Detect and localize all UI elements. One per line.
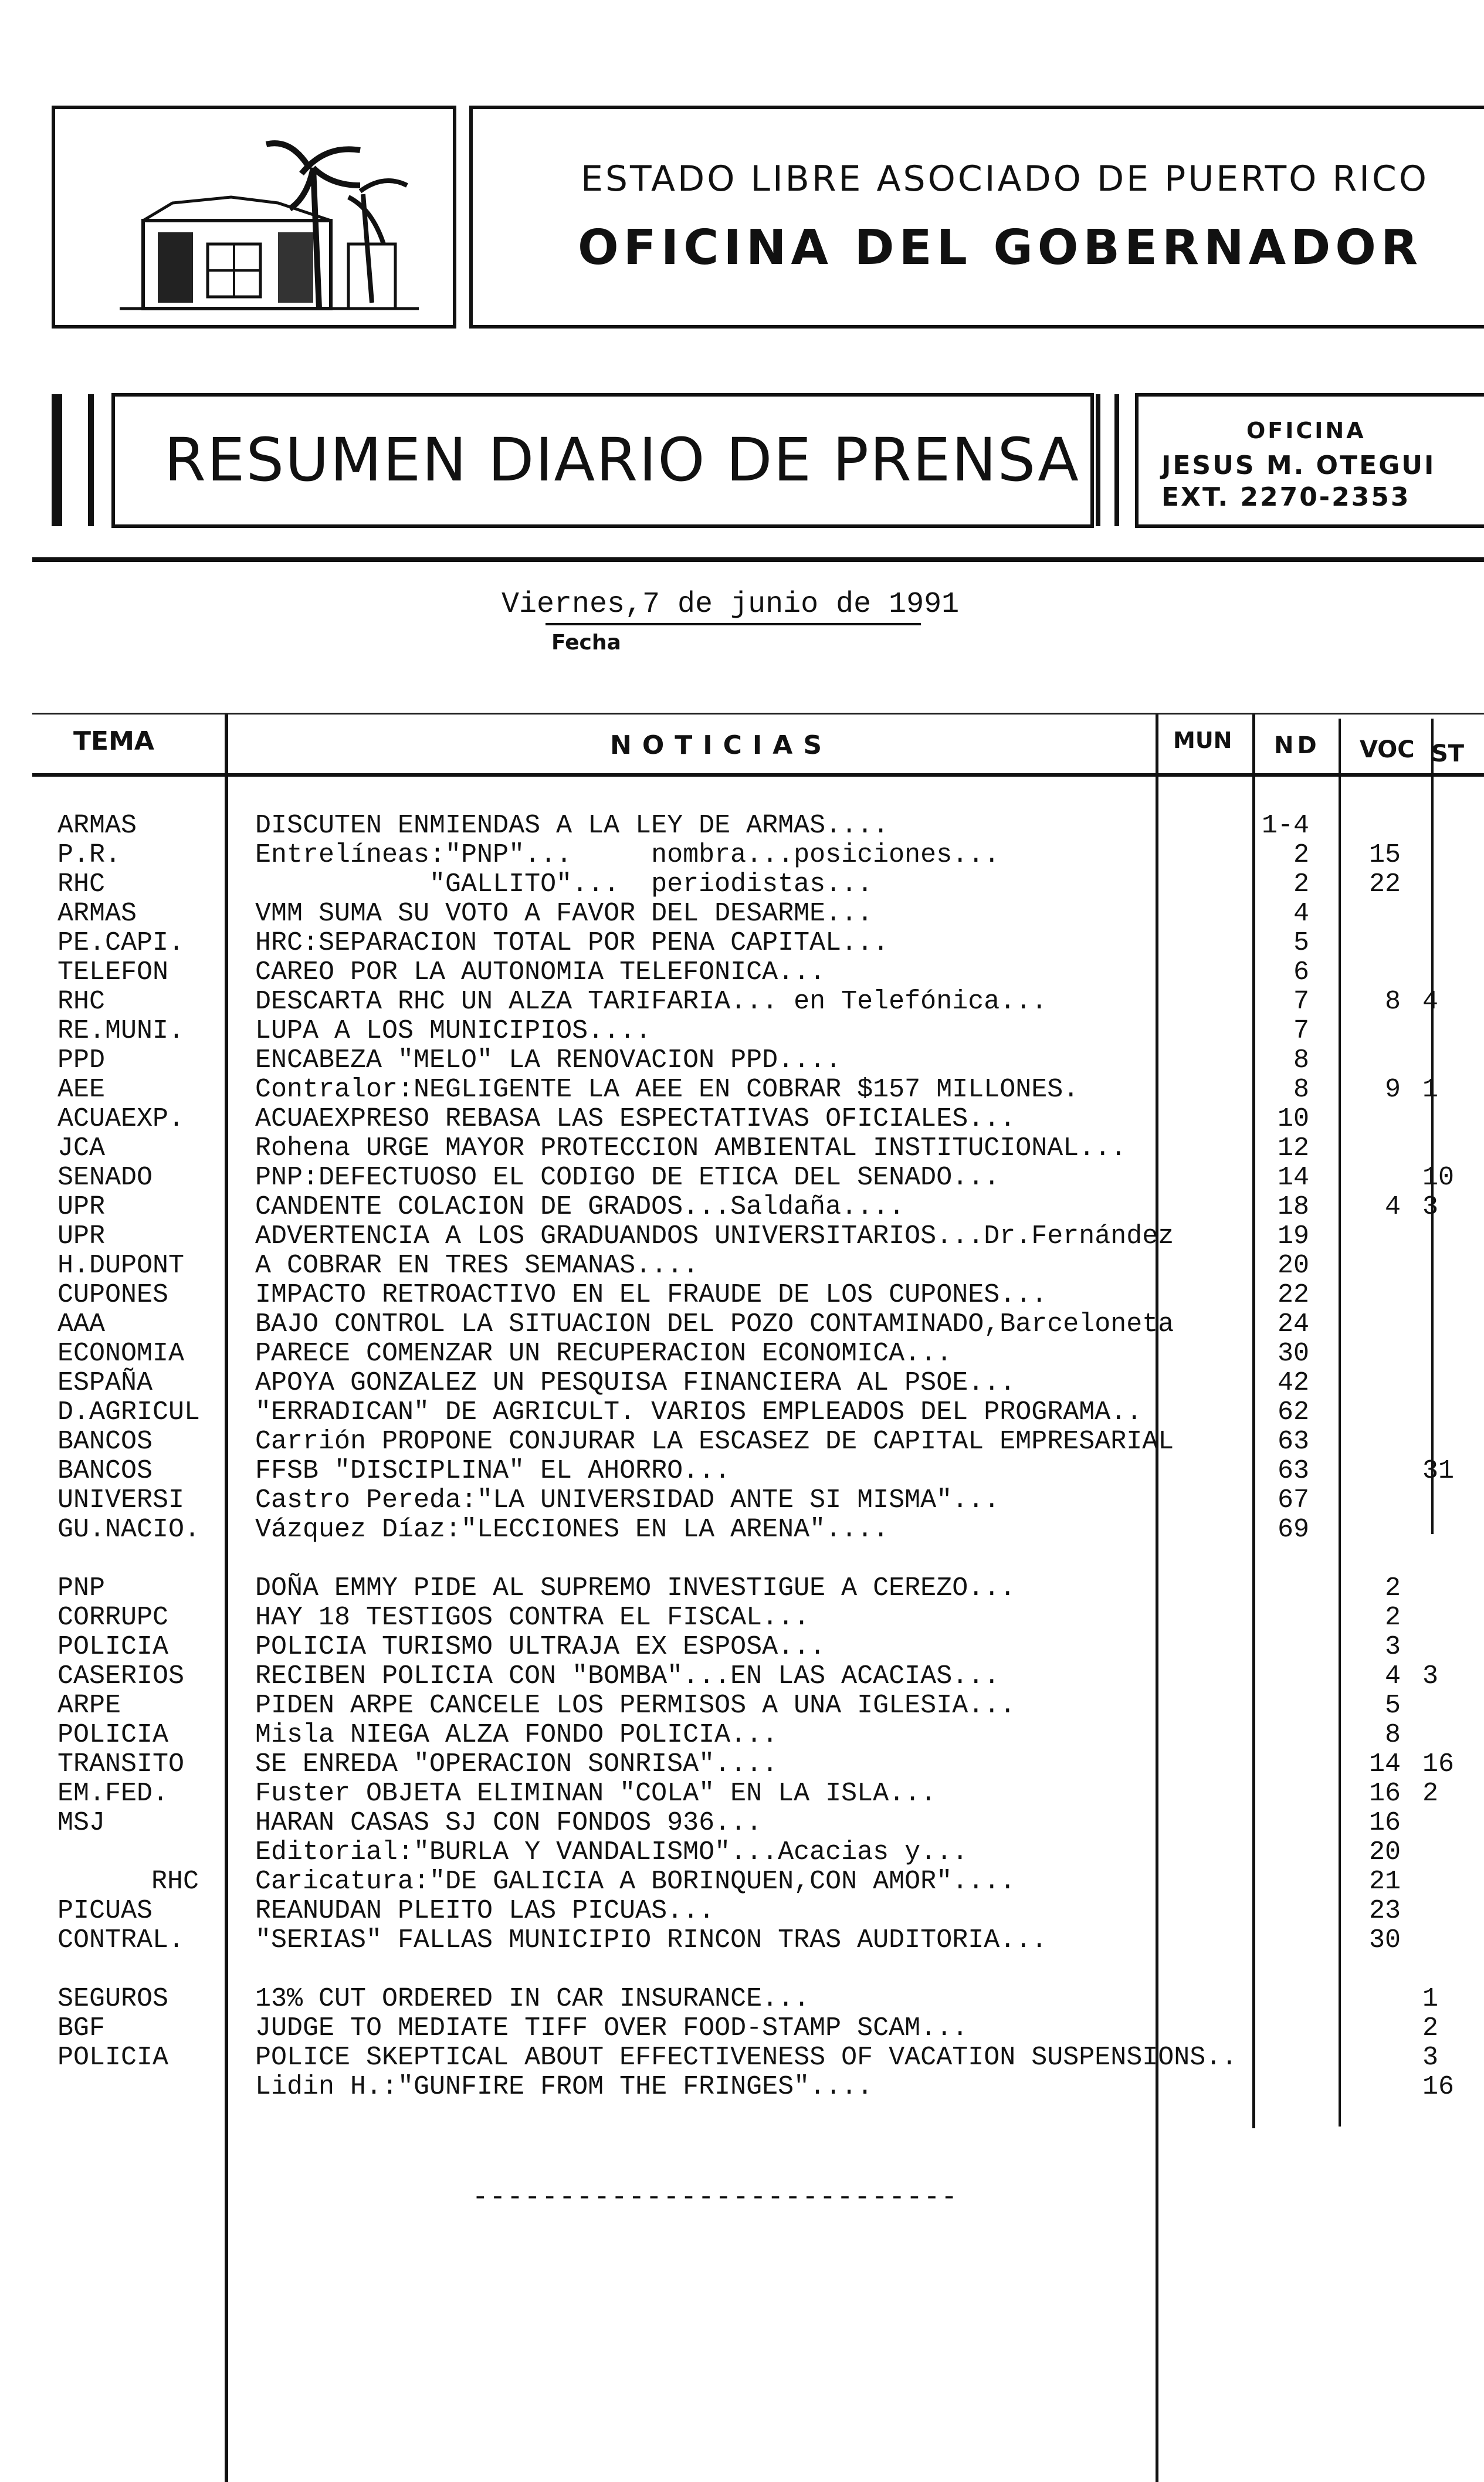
row-topic: AAA — [57, 1309, 106, 1339]
row-topic: TELEFON — [57, 957, 169, 987]
row-topic: D.AGRICUL — [57, 1397, 201, 1427]
title-frame — [469, 106, 1484, 329]
row-headline: "SERIAS" FALLAS MUNICIPIO RINCON TRAS AUDITORIA... — [255, 1925, 1048, 1955]
row-voc: 8 — [1384, 1720, 1401, 1750]
row-headline: Caricatura:"DE GALICIA A BORINQUEN,CON AMOR".... — [255, 1867, 1016, 1897]
row-topic: RE.MUNI. — [57, 1016, 185, 1046]
row-topic: CUPONES — [57, 1280, 169, 1310]
banner-bar — [1096, 394, 1100, 526]
list-item — [0, 958, 1484, 987]
list-item — [0, 1339, 1484, 1369]
row-st: 4 — [1422, 987, 1439, 1017]
list-item — [0, 870, 1484, 899]
list-item — [0, 899, 1484, 929]
list-item — [0, 1926, 1484, 1955]
list-item — [0, 1897, 1484, 1926]
date-underline — [546, 623, 921, 625]
office-person: JESUS M. OTEGUI — [1161, 451, 1436, 480]
row-headline: CANDENTE COLACION DE GRADOS...Saldaña.... — [255, 1192, 905, 1222]
office-ext: EXT. 2270-2353 — [1161, 482, 1411, 512]
row-topic: PPD — [57, 1045, 106, 1075]
list-item — [0, 1750, 1484, 1779]
fortaleza-logo — [55, 109, 453, 325]
table-top-rule — [32, 713, 1484, 715]
row-topic: GU.NACIO. — [57, 1515, 201, 1545]
row-headline: Rohena URGE MAYOR PROTECCION AMBIENTAL INSTITUCIONAL... — [255, 1133, 1127, 1163]
list-item — [0, 1633, 1484, 1662]
row-voc: 2 — [1384, 1603, 1401, 1633]
list-item — [0, 1721, 1484, 1750]
list-item — [0, 1691, 1484, 1721]
row-topic: ESPAÑA — [57, 1368, 153, 1398]
row-nd: 1-4 — [1261, 811, 1309, 841]
row-headline: CAREO POR LA AUTONOMIA TELEFONICA... — [255, 957, 826, 987]
date-value: Viernes,7 de junio de 1991 — [502, 588, 960, 621]
row-voc: 23 — [1368, 1896, 1401, 1926]
row-topic: MSJ — [57, 1808, 106, 1838]
list-item — [0, 841, 1484, 870]
row-topic: AEE — [57, 1075, 106, 1105]
list-item — [0, 1075, 1484, 1105]
row-topic: ARMAS — [57, 811, 137, 841]
logo-frame — [52, 106, 456, 329]
row-headline: DOÑA EMMY PIDE AL SUPREMO INVESTIGUE A CEREZO... — [255, 1573, 1016, 1603]
row-nd: 30 — [1277, 1339, 1309, 1369]
end-rule: ---------------------------- — [472, 2182, 958, 2213]
row-headline: APOYA GONZALEZ UN PESQUISA FINANCIERA AL PSOE... — [255, 1368, 1016, 1398]
list-item — [0, 1809, 1484, 1838]
row-topic: RHC — [57, 987, 106, 1017]
row-topic: RHC — [151, 1867, 199, 1897]
list-item — [0, 1193, 1484, 1222]
list-item — [0, 1163, 1484, 1193]
row-nd: 2 — [1293, 840, 1309, 870]
list-item — [0, 1251, 1484, 1281]
list-item — [0, 1369, 1484, 1398]
row-headline: Misla NIEGA ALZA FONDO POLICIA... — [255, 1720, 778, 1750]
office-name: OFICINA DEL GOBERNADOR — [578, 220, 1423, 276]
row-headline: FFSB "DISCIPLINA" EL AHORRO... — [255, 1456, 731, 1486]
list-item — [0, 929, 1484, 958]
row-topic: ECONOMIA — [57, 1339, 185, 1369]
row-voc: 8 — [1384, 987, 1401, 1017]
row-st: 2 — [1422, 2013, 1439, 2043]
row-nd: 18 — [1277, 1192, 1309, 1222]
row-headline: Castro Pereda:"LA UNIVERSIDAD ANTE SI MISMA"... — [255, 1485, 1000, 1515]
row-headline: A COBRAR EN TRES SEMANAS.... — [255, 1251, 699, 1281]
row-voc: 3 — [1384, 1632, 1401, 1662]
row-topic: POLICIA — [57, 1632, 169, 1662]
row-headline: RECIBEN POLICIA CON "BOMBA"...EN LAS ACACIAS... — [255, 1661, 1000, 1691]
row-nd: 7 — [1293, 1016, 1309, 1046]
column-header-noticias: NOTICIAS — [610, 730, 833, 760]
column-header-st: ST — [1431, 740, 1465, 767]
row-topic: POLICIA — [57, 1720, 169, 1750]
list-item — [0, 987, 1484, 1017]
row-st: 16 — [1422, 1749, 1455, 1779]
row-topic: ARPE — [57, 1691, 121, 1721]
row-headline: REANUDAN PLEITO LAS PICUAS... — [255, 1896, 715, 1926]
row-topic: P.R. — [57, 840, 121, 870]
row-voc: 30 — [1368, 1925, 1401, 1955]
list-item — [0, 1281, 1484, 1310]
row-headline: ADVERTENCIA A LOS GRADUANDOS UNIVERSITARIOS...Dr.Fernández — [255, 1221, 1174, 1251]
row-headline: HAY 18 TESTIGOS CONTRA EL FISCAL... — [255, 1603, 810, 1633]
row-voc: 9 — [1384, 1075, 1401, 1105]
header-divider — [32, 557, 1484, 562]
row-nd: 62 — [1277, 1397, 1309, 1427]
row-nd: 7 — [1293, 987, 1309, 1017]
row-headline: Entrelíneas:"PNP"... nombra...posiciones... — [255, 840, 1000, 870]
row-headline: VMM SUMA SU VOTO A FAVOR DEL DESARME... — [255, 899, 873, 929]
row-st: 31 — [1422, 1456, 1455, 1486]
row-headline: PARECE COMENZAR UN RECUPERACION ECONOMICA... — [255, 1339, 953, 1369]
column-header-nd: ND — [1274, 732, 1320, 759]
row-topic: UPR — [57, 1192, 106, 1222]
row-headline: Carrión PROPONE CONJURAR LA ESCASEZ DE CAPITAL EMPRESARIAL — [255, 1427, 1174, 1457]
column-header-tema: TEMA — [73, 726, 154, 756]
row-topic: BANCOS — [57, 1427, 153, 1457]
row-topic: H.DUPONT — [57, 1251, 185, 1281]
column-header-voc: VOC — [1360, 736, 1415, 763]
row-headline: ACUAEXPRESO REBASA LAS ESPECTATIVAS OFICIALES... — [255, 1104, 1016, 1134]
list-item — [0, 2043, 1484, 2073]
row-nd: 42 — [1277, 1368, 1309, 1398]
row-headline: Editorial:"BURLA Y VANDALISMO"...Acacias y... — [255, 1837, 968, 1867]
row-topic: BGF — [57, 2013, 106, 2043]
list-item — [0, 1398, 1484, 1427]
row-headline: Contralor:NEGLIGENTE LA AEE EN COBRAR $157 MILLONES. — [255, 1075, 1079, 1105]
row-headline: JUDGE TO MEDIATE TIFF OVER FOOD-STAMP SCAM... — [255, 2013, 968, 2043]
row-headline: PNP:DEFECTUOSO EL CODIGO DE ETICA DEL SENADO... — [255, 1163, 1000, 1193]
list-item — [0, 1545, 1484, 1603]
column-header-mun: MUN — [1173, 727, 1232, 753]
row-topic: RHC — [57, 869, 106, 899]
row-topic: POLICIA — [57, 2043, 169, 2073]
list-item — [0, 1662, 1484, 1691]
row-headline: HARAN CASAS SJ CON FONDOS 936... — [255, 1808, 763, 1838]
list-item — [0, 1838, 1484, 1867]
office-label: OFICINA — [1246, 418, 1366, 443]
list-item — [0, 1515, 1484, 1545]
row-voc: 5 — [1384, 1691, 1401, 1721]
row-nd: 63 — [1277, 1427, 1309, 1457]
row-headline: POLICE SKEPTICAL ABOUT EFFECTIVENESS OF VACATION SUSPENSIONS.. — [255, 2043, 1238, 2073]
list-item — [0, 1457, 1484, 1486]
row-topic: EM.FED. — [57, 1779, 169, 1809]
list-item — [0, 1955, 1484, 2014]
banner-bar — [52, 394, 62, 526]
row-nd: 4 — [1293, 899, 1309, 929]
row-nd: 14 — [1277, 1163, 1309, 1193]
row-headline: DISCUTEN ENMIENDAS A LA LEY DE ARMAS.... — [255, 811, 889, 841]
row-nd: 2 — [1293, 869, 1309, 899]
row-headline: 13% CUT ORDERED IN CAR INSURANCE... — [255, 1984, 810, 2014]
list-item — [0, 1867, 1484, 1897]
row-topic: BANCOS — [57, 1456, 153, 1486]
row-headline: DESCARTA RHC UN ALZA TARIFARIA... en Telefónica... — [255, 987, 1048, 1017]
news-list — [0, 811, 1484, 2102]
row-headline: Vázquez Díaz:"LECCIONES EN LA ARENA".... — [255, 1515, 889, 1545]
row-topic: CONTRAL. — [57, 1925, 185, 1955]
row-topic: CASERIOS — [57, 1661, 185, 1691]
row-headline: Lidin H.:"GUNFIRE FROM THE FRINGES".... — [255, 2072, 873, 2102]
row-headline: Fuster OBJETA ELIMINAN "COLA" EN LA ISLA... — [255, 1779, 937, 1809]
list-item — [0, 1603, 1484, 1633]
row-headline: LUPA A LOS MUNICIPIOS.... — [255, 1016, 652, 1046]
row-nd: 63 — [1277, 1456, 1309, 1486]
list-item — [0, 1486, 1484, 1515]
row-nd: 8 — [1293, 1045, 1309, 1075]
row-voc: 16 — [1368, 1808, 1401, 1838]
row-headline: "GALLITO"... periodistas... — [255, 869, 873, 899]
row-voc: 21 — [1368, 1867, 1401, 1897]
row-headline: HRC:SEPARACION TOTAL POR PENA CAPITAL... — [255, 928, 889, 958]
list-item — [0, 1134, 1484, 1163]
banner-title: RESUMEN DIARIO DE PRENSA — [164, 425, 1080, 495]
row-topic: CORRUPC — [57, 1603, 169, 1633]
row-nd: 10 — [1277, 1104, 1309, 1134]
list-item — [0, 1427, 1484, 1457]
list-item — [0, 811, 1484, 841]
list-item — [0, 1222, 1484, 1251]
row-topic: ARMAS — [57, 899, 137, 929]
row-nd: 69 — [1277, 1515, 1309, 1545]
row-topic: PE.CAPI. — [57, 928, 185, 958]
list-item — [0, 2073, 1484, 2102]
row-voc: 2 — [1384, 1573, 1401, 1603]
row-topic: SENADO — [57, 1163, 153, 1193]
row-st: 2 — [1422, 1779, 1439, 1809]
row-st: 3 — [1422, 2043, 1439, 2073]
row-headline: "ERRADICAN" DE AGRICULT. VARIOS EMPLEADOS DEL PROGRAMA.. — [255, 1397, 1143, 1427]
list-item — [0, 1310, 1484, 1339]
row-voc: 14 — [1368, 1749, 1401, 1779]
row-headline: ENCABEZA "MELO" LA RENOVACION PPD.... — [255, 1045, 842, 1075]
state-name: ESTADO LIBRE ASOCIADO DE PUERTO RICO — [581, 158, 1429, 199]
row-nd: 19 — [1277, 1221, 1309, 1251]
row-headline: PIDEN ARPE CANCELE LOS PERMISOS A UNA IGLESIA... — [255, 1691, 1016, 1721]
row-topic: UNIVERSI — [57, 1485, 185, 1515]
row-topic: TRANSITO — [57, 1749, 185, 1779]
date-label: Fecha — [551, 631, 621, 655]
table-header-rule — [32, 773, 1484, 777]
row-nd: 5 — [1293, 928, 1309, 958]
row-headline: POLICIA TURISMO ULTRAJA EX ESPOSA... — [255, 1632, 826, 1662]
row-st: 16 — [1422, 2072, 1455, 2102]
row-headline: BAJO CONTROL LA SITUACION DEL POZO CONTAMINADO,Barceloneta — [255, 1309, 1174, 1339]
row-voc: 22 — [1368, 869, 1401, 899]
row-voc: 16 — [1368, 1779, 1401, 1809]
row-st: 10 — [1422, 1163, 1455, 1193]
row-nd: 6 — [1293, 957, 1309, 987]
row-voc: 4 — [1384, 1661, 1401, 1691]
row-voc: 15 — [1368, 840, 1401, 870]
list-item — [0, 2014, 1484, 2043]
row-topic: PICUAS — [57, 1896, 153, 1926]
list-item — [0, 1017, 1484, 1046]
row-st: 3 — [1422, 1661, 1439, 1691]
row-st: 1 — [1422, 1984, 1439, 2014]
row-nd: 22 — [1277, 1280, 1309, 1310]
list-item — [0, 1779, 1484, 1809]
row-nd: 67 — [1277, 1485, 1309, 1515]
row-nd: 24 — [1277, 1309, 1309, 1339]
row-voc: 4 — [1384, 1192, 1401, 1222]
row-topic: JCA — [57, 1133, 106, 1163]
row-voc: 20 — [1368, 1837, 1401, 1867]
row-topic: SEGUROS — [57, 1984, 169, 2014]
row-headline: SE ENREDA "OPERACION SONRISA".... — [255, 1749, 778, 1779]
list-item — [0, 1105, 1484, 1134]
row-st: 3 — [1422, 1192, 1439, 1222]
row-nd: 8 — [1293, 1075, 1309, 1105]
row-topic: UPR — [57, 1221, 106, 1251]
row-nd: 12 — [1277, 1133, 1309, 1163]
banner-bar — [1114, 394, 1119, 526]
row-headline: IMPACTO RETROACTIVO EN EL FRAUDE DE LOS CUPONES... — [255, 1280, 1048, 1310]
row-topic: ACUAEXP. — [57, 1104, 185, 1134]
row-st: 1 — [1422, 1075, 1439, 1105]
row-topic: PNP — [57, 1573, 106, 1603]
banner-bar — [88, 394, 94, 526]
list-item — [0, 1046, 1484, 1075]
row-nd: 20 — [1277, 1251, 1309, 1281]
